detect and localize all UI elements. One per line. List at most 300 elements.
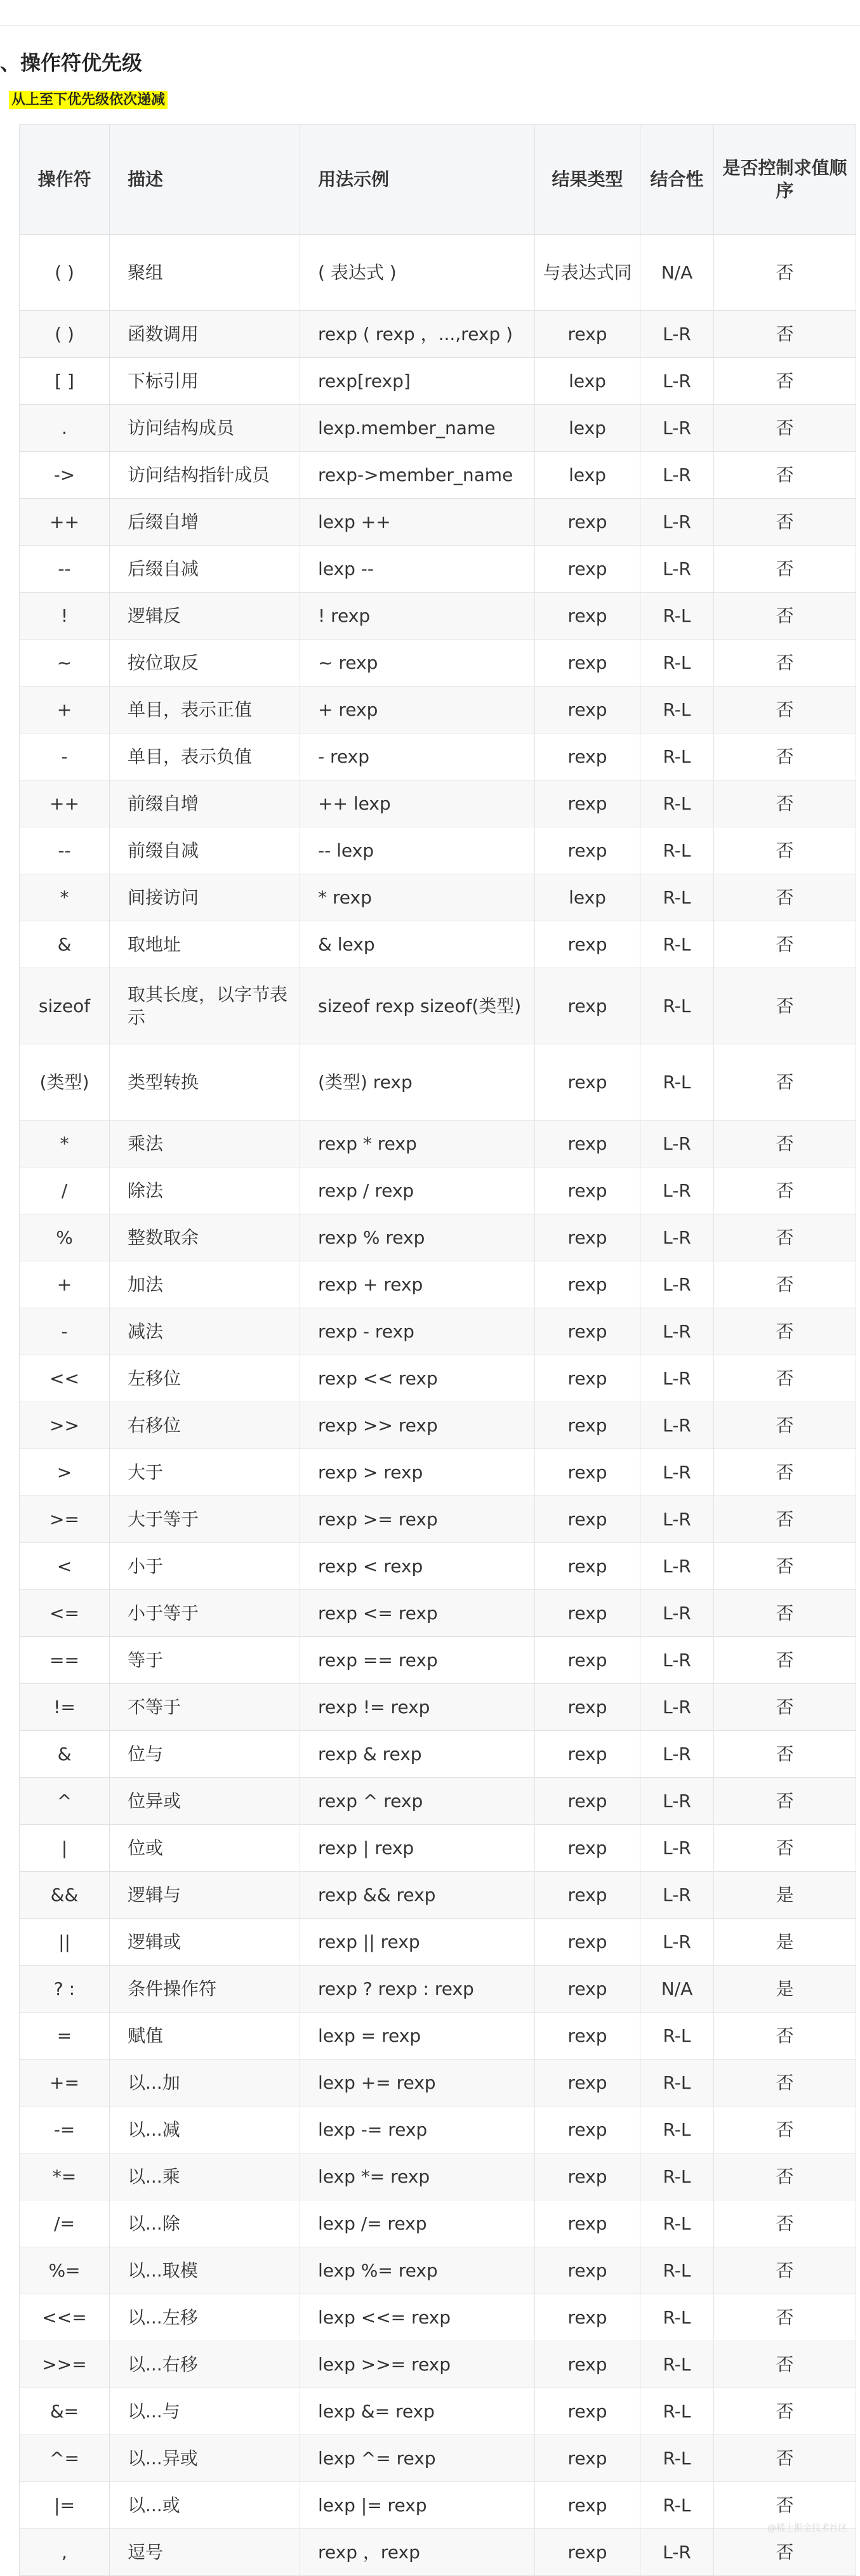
- table-row: [20, 2529, 856, 2576]
- associativity-cell: R-L: [640, 2435, 714, 2482]
- associativity-cell: L-R: [640, 1543, 714, 1590]
- usage-cell: lexp += rexp: [300, 2060, 535, 2106]
- usage-cell: lexp ^= rexp: [300, 2435, 535, 2482]
- operator-cell: sizeof: [20, 968, 110, 1044]
- description-cell: 类型转换: [110, 1044, 300, 1120]
- result-type-cell: rexp: [535, 687, 640, 733]
- usage-cell: lexp *= rexp: [300, 2153, 535, 2200]
- description-cell: 下标引用: [110, 358, 300, 405]
- description-cell: 以...取模: [110, 2247, 300, 2294]
- table-row: [20, 968, 856, 1044]
- usage-cell: rexp || rexp: [300, 1919, 535, 1966]
- description-cell: 条件操作符: [110, 1966, 300, 2013]
- table-row: [20, 733, 856, 780]
- usage-cell: rexp == rexp: [300, 1637, 535, 1684]
- controls-evaluation-cell: 否: [714, 687, 856, 733]
- description-cell: 大于等于: [110, 1496, 300, 1543]
- table-row: [20, 1872, 856, 1919]
- description-cell: 前缀自减: [110, 827, 300, 874]
- operator-cell: --: [20, 546, 110, 593]
- usage-cell: rexp / rexp: [300, 1167, 535, 1214]
- table-row: [20, 2247, 856, 2294]
- description-cell: 位或: [110, 1825, 300, 1872]
- description-cell: 逻辑与: [110, 1872, 300, 1919]
- usage-cell: ++ lexp: [300, 780, 535, 827]
- result-type-cell: lexp: [535, 358, 640, 405]
- usage-cell: rexp->member_name: [300, 452, 535, 499]
- operator-cell: +=: [20, 2060, 110, 2106]
- subtitle-container: [9, 91, 168, 110]
- result-type-cell: rexp: [535, 827, 640, 874]
- associativity-cell: L-R: [640, 1872, 714, 1919]
- result-type-cell: rexp: [535, 1214, 640, 1261]
- usage-cell: rexp < rexp: [300, 1543, 535, 1590]
- table-row: [20, 1919, 856, 1966]
- operator-cell: %: [20, 1214, 110, 1261]
- associativity-cell: R-L: [640, 2200, 714, 2247]
- associativity-cell: L-R: [640, 1731, 714, 1778]
- description-cell: 大于: [110, 1449, 300, 1496]
- controls-evaluation-cell: 否: [714, 1637, 856, 1684]
- table-row: [20, 1966, 856, 2013]
- header-associativity: 结合性: [640, 125, 714, 235]
- table-row: [20, 2294, 856, 2341]
- result-type-cell: rexp: [535, 2013, 640, 2060]
- result-type-cell: rexp: [535, 2388, 640, 2435]
- controls-evaluation-cell: 否: [714, 2200, 856, 2247]
- table-row: [20, 874, 856, 921]
- operator-precedence-table: [19, 124, 856, 2576]
- section-heading: 、操作符优先级: [0, 51, 143, 75]
- associativity-cell: R-L: [640, 2294, 714, 2341]
- usage-cell: * rexp: [300, 874, 535, 921]
- usage-cell: rexp - rexp: [300, 1308, 535, 1355]
- controls-evaluation-cell: 否: [714, 499, 856, 546]
- description-cell: 逻辑或: [110, 1919, 300, 1966]
- operator-cell: %=: [20, 2247, 110, 2294]
- controls-evaluation-cell: 否: [714, 1449, 856, 1496]
- description-cell: 乘法: [110, 1120, 300, 1167]
- controls-evaluation-cell: 否: [714, 1214, 856, 1261]
- usage-cell: lexp /= rexp: [300, 2200, 535, 2247]
- associativity-cell: L-R: [640, 1261, 714, 1308]
- operator-cell: (类型): [20, 1044, 110, 1120]
- description-cell: 小于: [110, 1543, 300, 1590]
- controls-evaluation-cell: 否: [714, 1355, 856, 1402]
- result-type-cell: rexp: [535, 593, 640, 640]
- usage-cell: lexp = rexp: [300, 2013, 535, 2060]
- associativity-cell: R-L: [640, 1044, 714, 1120]
- table-row: [20, 780, 856, 827]
- description-cell: 单目，表示正值: [110, 687, 300, 733]
- controls-evaluation-cell: 否: [714, 593, 856, 640]
- table-row: [20, 2153, 856, 2200]
- table-row: [20, 405, 856, 452]
- operator-cell: ^=: [20, 2435, 110, 2482]
- usage-cell: lexp |= rexp: [300, 2482, 535, 2529]
- description-cell: 以...除: [110, 2200, 300, 2247]
- controls-evaluation-cell: 否: [714, 2388, 856, 2435]
- operator-cell: /: [20, 1167, 110, 1214]
- result-type-cell: rexp: [535, 2341, 640, 2388]
- associativity-cell: L-R: [640, 405, 714, 452]
- controls-evaluation-cell: 否: [714, 1402, 856, 1449]
- table-row: [20, 1167, 856, 1214]
- associativity-cell: R-L: [640, 780, 714, 827]
- controls-evaluation-cell: 否: [714, 2013, 856, 2060]
- associativity-cell: R-L: [640, 2388, 714, 2435]
- controls-evaluation-cell: 否: [714, 2294, 856, 2341]
- controls-evaluation-cell: 否: [714, 921, 856, 968]
- usage-cell: rexp ，rexp: [300, 2529, 535, 2576]
- description-cell: 以...加: [110, 2060, 300, 2106]
- description-cell: 后缀自增: [110, 499, 300, 546]
- usage-cell: lexp %= rexp: [300, 2247, 535, 2294]
- operator-cell: &: [20, 921, 110, 968]
- operator-cell: .: [20, 405, 110, 452]
- description-cell: 加法: [110, 1261, 300, 1308]
- result-type-cell: rexp: [535, 1261, 640, 1308]
- controls-evaluation-cell: 是: [714, 1919, 856, 1966]
- associativity-cell: L-R: [640, 311, 714, 358]
- operator-cell: ,: [20, 2529, 110, 2576]
- result-type-cell: rexp: [535, 2106, 640, 2153]
- associativity-cell: R-L: [640, 593, 714, 640]
- controls-evaluation-cell: 否: [714, 1044, 856, 1120]
- result-type-cell: rexp: [535, 733, 640, 780]
- operator-cell: --: [20, 827, 110, 874]
- associativity-cell: R-L: [640, 827, 714, 874]
- table-row: [20, 2060, 856, 2106]
- associativity-cell: N/A: [640, 235, 714, 311]
- table-row: [20, 235, 856, 311]
- table-row: [20, 452, 856, 499]
- description-cell: 以...或: [110, 2482, 300, 2529]
- operator-cell: !: [20, 593, 110, 640]
- usage-cell: rexp * rexp: [300, 1120, 535, 1167]
- result-type-cell: rexp: [535, 1637, 640, 1684]
- controls-evaluation-cell: 否: [714, 546, 856, 593]
- result-type-cell: rexp: [535, 1590, 640, 1637]
- table-row: [20, 640, 856, 687]
- operator-cell: &=: [20, 2388, 110, 2435]
- table-row: [20, 1684, 856, 1731]
- usage-cell: lexp ++: [300, 499, 535, 546]
- description-cell: 左移位: [110, 1355, 300, 1402]
- controls-evaluation-cell: 是: [714, 1872, 856, 1919]
- operator-cell: *: [20, 874, 110, 921]
- operator-cell: <<: [20, 1355, 110, 1402]
- usage-cell: sizeof rexp sizeof(类型): [300, 968, 535, 1044]
- usage-cell: lexp -= rexp: [300, 2106, 535, 2153]
- usage-cell: lexp &= rexp: [300, 2388, 535, 2435]
- table-row: [20, 546, 856, 593]
- description-cell: 函数调用: [110, 311, 300, 358]
- operator-cell: -=: [20, 2106, 110, 2153]
- table-row: [20, 1355, 856, 1402]
- operator-cell: ~: [20, 640, 110, 687]
- description-cell: 逗号: [110, 2529, 300, 2576]
- operator-cell: ? :: [20, 1966, 110, 2013]
- description-cell: 以...右移: [110, 2341, 300, 2388]
- table-row: [20, 2200, 856, 2247]
- table-row: [20, 1044, 856, 1120]
- operator-cell: ^: [20, 1778, 110, 1825]
- associativity-cell: R-L: [640, 640, 714, 687]
- header-row: [20, 125, 856, 235]
- associativity-cell: R-L: [640, 2482, 714, 2529]
- result-type-cell: rexp: [535, 311, 640, 358]
- result-type-cell: rexp: [535, 1496, 640, 1543]
- table-row: [20, 1731, 856, 1778]
- operator-cell: /=: [20, 2200, 110, 2247]
- result-type-cell: rexp: [535, 1872, 640, 1919]
- controls-evaluation-cell: 否: [714, 1496, 856, 1543]
- result-type-cell: rexp: [535, 1731, 640, 1778]
- associativity-cell: L-R: [640, 1402, 714, 1449]
- table-row: [20, 1261, 856, 1308]
- result-type-cell: rexp: [535, 1966, 640, 2013]
- result-type-cell: rexp: [535, 2435, 640, 2482]
- table-row: [20, 1778, 856, 1825]
- result-type-cell: rexp: [535, 968, 640, 1044]
- associativity-cell: L-R: [640, 452, 714, 499]
- controls-evaluation-cell: 否: [714, 2247, 856, 2294]
- result-type-cell: rexp: [535, 2482, 640, 2529]
- controls-evaluation-cell: 否: [714, 358, 856, 405]
- usage-cell: lexp.member_name: [300, 405, 535, 452]
- controls-evaluation-cell: 否: [714, 2153, 856, 2200]
- associativity-cell: R-L: [640, 874, 714, 921]
- description-cell: 前缀自增: [110, 780, 300, 827]
- associativity-cell: L-R: [640, 546, 714, 593]
- usage-cell: rexp ? rexp : rexp: [300, 1966, 535, 2013]
- controls-evaluation-cell: 否: [714, 640, 856, 687]
- result-type-cell: 与表达式同: [535, 235, 640, 311]
- associativity-cell: L-R: [640, 1449, 714, 1496]
- usage-cell: lexp <<= rexp: [300, 2294, 535, 2341]
- associativity-cell: L-R: [640, 1637, 714, 1684]
- controls-evaluation-cell: 否: [714, 1543, 856, 1590]
- description-cell: 整数取余: [110, 1214, 300, 1261]
- operator-cell: ||: [20, 1919, 110, 1966]
- result-type-cell: rexp: [535, 1825, 640, 1872]
- associativity-cell: R-L: [640, 2013, 714, 2060]
- operator-cell: =: [20, 2013, 110, 2060]
- description-cell: 位异或: [110, 1778, 300, 1825]
- description-cell: 间接访问: [110, 874, 300, 921]
- description-cell: 访问结构成员: [110, 405, 300, 452]
- description-cell: 不等于: [110, 1684, 300, 1731]
- table-row: [20, 827, 856, 874]
- result-type-cell: rexp: [535, 2247, 640, 2294]
- usage-cell: rexp <= rexp: [300, 1590, 535, 1637]
- result-type-cell: rexp: [535, 1355, 640, 1402]
- associativity-cell: L-R: [640, 1167, 714, 1214]
- description-cell: 小于等于: [110, 1590, 300, 1637]
- associativity-cell: R-L: [640, 968, 714, 1044]
- associativity-cell: L-R: [640, 1308, 714, 1355]
- associativity-cell: R-L: [640, 2060, 714, 2106]
- controls-evaluation-cell: 否: [714, 1684, 856, 1731]
- controls-evaluation-cell: 否: [714, 1590, 856, 1637]
- associativity-cell: L-R: [640, 499, 714, 546]
- controls-evaluation-cell: 否: [714, 1778, 856, 1825]
- table-row: [20, 2013, 856, 2060]
- table-row: [20, 1449, 856, 1496]
- operator-cell: &&: [20, 1872, 110, 1919]
- header-usage: 用法示例: [300, 125, 535, 235]
- result-type-cell: rexp: [535, 1684, 640, 1731]
- controls-evaluation-cell: 否: [714, 780, 856, 827]
- associativity-cell: L-R: [640, 358, 714, 405]
- result-type-cell: rexp: [535, 2529, 640, 2576]
- header-description: 描述: [110, 125, 300, 235]
- table-body: [20, 235, 856, 2576]
- controls-evaluation-cell: 否: [714, 311, 856, 358]
- description-cell: 取其长度，以字节表示: [110, 968, 300, 1044]
- usage-cell: rexp != rexp: [300, 1684, 535, 1731]
- usage-cell: ! rexp: [300, 593, 535, 640]
- controls-evaluation-cell: 是: [714, 1966, 856, 2013]
- controls-evaluation-cell: 否: [714, 1731, 856, 1778]
- operator-cell: ++: [20, 780, 110, 827]
- operator-cell: &: [20, 1731, 110, 1778]
- operator-cell: <: [20, 1543, 110, 1590]
- usage-cell: rexp >= rexp: [300, 1496, 535, 1543]
- result-type-cell: rexp: [535, 2153, 640, 2200]
- description-cell: 逻辑反: [110, 593, 300, 640]
- result-type-cell: rexp: [535, 1919, 640, 1966]
- operator-cell: *: [20, 1120, 110, 1167]
- operator-cell: +: [20, 1261, 110, 1308]
- description-cell: 除法: [110, 1167, 300, 1214]
- usage-cell: rexp + rexp: [300, 1261, 535, 1308]
- result-type-cell: rexp: [535, 499, 640, 546]
- controls-evaluation-cell: 否: [714, 874, 856, 921]
- controls-evaluation-cell: 否: [714, 2341, 856, 2388]
- result-type-cell: rexp: [535, 921, 640, 968]
- operator-cell: !=: [20, 1684, 110, 1731]
- table-row: [20, 1120, 856, 1167]
- operator-cell: +: [20, 687, 110, 733]
- controls-evaluation-cell: 否: [714, 2060, 856, 2106]
- result-type-cell: rexp: [535, 2060, 640, 2106]
- usage-cell: rexp > rexp: [300, 1449, 535, 1496]
- usage-cell: rexp & rexp: [300, 1731, 535, 1778]
- description-cell: 单目，表示负值: [110, 733, 300, 780]
- table-row: [20, 1214, 856, 1261]
- table-row: [20, 593, 856, 640]
- description-cell: 以...左移: [110, 2294, 300, 2341]
- controls-evaluation-cell: 否: [714, 235, 856, 311]
- description-cell: 以...乘: [110, 2153, 300, 2200]
- operator-cell: ->: [20, 452, 110, 499]
- usage-cell: ( 表达式 ): [300, 235, 535, 311]
- result-type-cell: rexp: [535, 1167, 640, 1214]
- header-controls-evaluation: 是否控制求值顺序: [714, 125, 856, 235]
- usage-cell: rexp[rexp]: [300, 358, 535, 405]
- description-cell: 以...减: [110, 2106, 300, 2153]
- operator-table-container: [19, 124, 856, 2576]
- table-row: [20, 921, 856, 968]
- operator-cell: *=: [20, 2153, 110, 2200]
- controls-evaluation-cell: 否: [714, 1120, 856, 1167]
- usage-cell: rexp && rexp: [300, 1872, 535, 1919]
- description-cell: 以...异或: [110, 2435, 300, 2482]
- usage-cell: & lexp: [300, 921, 535, 968]
- header-result-type: 结果类型: [535, 125, 640, 235]
- associativity-cell: L-R: [640, 1590, 714, 1637]
- usage-cell: rexp ( rexp ，...,rexp ): [300, 311, 535, 358]
- table-row: [20, 1637, 856, 1684]
- usage-cell: - rexp: [300, 733, 535, 780]
- associativity-cell: R-L: [640, 921, 714, 968]
- table-row: [20, 2435, 856, 2482]
- usage-cell: rexp % rexp: [300, 1214, 535, 1261]
- controls-evaluation-cell: 否: [714, 405, 856, 452]
- operator-cell: >>=: [20, 2341, 110, 2388]
- controls-evaluation-cell: 否: [714, 452, 856, 499]
- usage-cell: ~ rexp: [300, 640, 535, 687]
- result-type-cell: rexp: [535, 2294, 640, 2341]
- operator-cell: >=: [20, 1496, 110, 1543]
- operator-cell: [ ]: [20, 358, 110, 405]
- associativity-cell: L-R: [640, 1120, 714, 1167]
- table-row: [20, 1590, 856, 1637]
- associativity-cell: R-L: [640, 2341, 714, 2388]
- associativity-cell: L-R: [640, 1496, 714, 1543]
- usage-cell: + rexp: [300, 687, 535, 733]
- result-type-cell: rexp: [535, 546, 640, 593]
- result-type-cell: rexp: [535, 780, 640, 827]
- controls-evaluation-cell: 否: [714, 2529, 856, 2576]
- associativity-cell: L-R: [640, 1778, 714, 1825]
- operator-cell: -: [20, 1308, 110, 1355]
- subtitle-highlight: 从上至下优先级依次递减: [9, 91, 168, 109]
- description-cell: 右移位: [110, 1402, 300, 1449]
- header-operator: 操作符: [20, 125, 110, 235]
- controls-evaluation-cell: 否: [714, 827, 856, 874]
- usage-cell: rexp >> rexp: [300, 1402, 535, 1449]
- operator-cell: <<=: [20, 2294, 110, 2341]
- description-cell: 访问结构指针成员: [110, 452, 300, 499]
- table-row: [20, 1308, 856, 1355]
- result-type-cell: rexp: [535, 1402, 640, 1449]
- description-cell: 聚组: [110, 235, 300, 311]
- usage-cell: -- lexp: [300, 827, 535, 874]
- result-type-cell: rexp: [535, 1543, 640, 1590]
- result-type-cell: rexp: [535, 1449, 640, 1496]
- table-row: [20, 2106, 856, 2153]
- watermark: @稀土掘金技术社区: [767, 2523, 847, 2533]
- table-row: [20, 2341, 856, 2388]
- controls-evaluation-cell: 否: [714, 1825, 856, 1872]
- operator-cell: |=: [20, 2482, 110, 2529]
- description-cell: 赋值: [110, 2013, 300, 2060]
- associativity-cell: L-R: [640, 2529, 714, 2576]
- result-type-cell: rexp: [535, 1120, 640, 1167]
- associativity-cell: L-R: [640, 1919, 714, 1966]
- table-row: [20, 1402, 856, 1449]
- operator-cell: ( ): [20, 311, 110, 358]
- associativity-cell: R-L: [640, 2153, 714, 2200]
- usage-cell: rexp ^ rexp: [300, 1778, 535, 1825]
- associativity-cell: R-L: [640, 2247, 714, 2294]
- controls-evaluation-cell: 否: [714, 1261, 856, 1308]
- table-row: [20, 2388, 856, 2435]
- usage-cell: lexp --: [300, 546, 535, 593]
